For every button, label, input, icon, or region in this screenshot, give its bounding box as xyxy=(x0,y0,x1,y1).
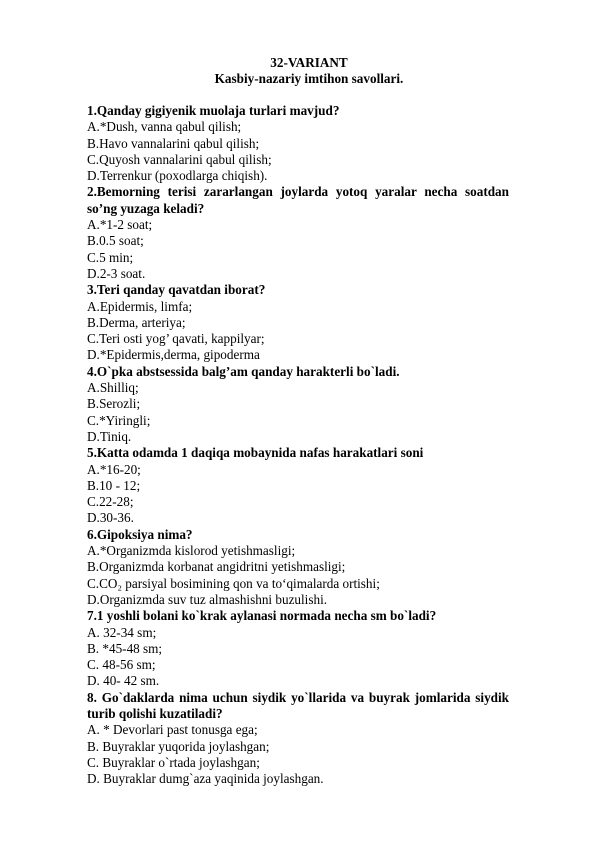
answer-option: B.Serozli; xyxy=(87,396,141,412)
question-text: 1.Qanday gigiyenik muolaja turlari mavjud? xyxy=(87,103,340,118)
answer-option: A.*Dush, vanna qabul qilish; xyxy=(87,119,242,135)
question-block xyxy=(87,608,509,689)
answer-option: A.*1-2 soat; xyxy=(87,217,153,233)
answer-option: B.10 - 12; xyxy=(87,477,141,493)
answer-option: A. * Devorlari past tonusga ega; xyxy=(87,722,258,738)
question-block xyxy=(87,103,509,184)
answer-option: A.*16-20; xyxy=(87,461,141,477)
exam-subtitle: Kasbiy-nazariy imtihon savollari. xyxy=(214,71,404,86)
answer-option: A. 32-34 sm; xyxy=(87,624,157,640)
question-block xyxy=(87,445,509,526)
question-block xyxy=(87,364,509,445)
answer-option: B.0.5 soat; xyxy=(87,233,144,249)
answer-option: D.Organizmda suv tuz almashishni buzulishi. xyxy=(87,591,328,607)
question-block xyxy=(87,690,509,788)
question-text: 5.Katta odamda 1 daqiqa mobaynida nafas harakatlari soni xyxy=(87,445,424,461)
answer-option: D.Tiniq. xyxy=(87,428,132,444)
question-block xyxy=(87,282,509,363)
question-text: 3.Teri qanday qavatdan iborat? xyxy=(87,282,266,298)
document-header xyxy=(109,55,509,87)
variant-title: 32-VARIANT xyxy=(270,55,348,70)
answer-option: C. 48-56 sm; xyxy=(87,657,156,673)
answer-option: C. Buyraklar o`rtada joylashgan; xyxy=(87,754,260,770)
answer-option: C.22-28; xyxy=(87,494,134,510)
answer-option: A.Epidermis, limfa; xyxy=(87,298,193,314)
answer-option: D.Terrenkur (poxodlarga chiqish). xyxy=(87,168,268,184)
question-block xyxy=(87,184,509,282)
answer-option: D.*Epidermis,derma, gipoderma xyxy=(87,347,260,363)
question-text: 8. Go`daklarda nima uchun siydik yo`llarida va buyrak jomlarida siydik turib qolishi kuzatiladi? xyxy=(87,689,509,721)
question-text: 2.Bemorning terisi zararlangan joylarda yotoq yaralar necha soatdan so’ng yuzaga keladi? xyxy=(87,184,509,216)
answer-option: D. 40- 42 sm. xyxy=(87,673,160,689)
answer-option: B. *45-48 sm; xyxy=(87,640,163,656)
question-block xyxy=(87,527,509,608)
answer-option: A.Shilliq; xyxy=(87,380,139,396)
answer-option: D.2-3 soat. xyxy=(87,265,146,281)
question-text: 6.Gipoksiya nima? xyxy=(87,526,193,542)
answer-option: C.5 min; xyxy=(87,249,134,265)
question-text: 7.1 yoshli bolani ko`krak aylanasi normada necha sm bo`ladi? xyxy=(87,608,437,624)
answer-option: B. Buyraklar yuqorida joylashgan; xyxy=(87,738,270,754)
answer-option: D.30-36. xyxy=(87,510,134,526)
answer-option: A.*Organizmda kislorod yetishmasligi; xyxy=(87,543,296,559)
answer-option: C.*Yiringli; xyxy=(87,412,151,428)
answer-option: C.Quyosh vannalarini qabul qilish; xyxy=(87,151,272,167)
answer-option: C.Teri osti yog’ qavati, kappilyar; xyxy=(87,331,265,347)
document-page xyxy=(87,55,509,787)
answer-option: C.CO₂ parsiyal bosimining qon va to‘qimalarda ortishi; xyxy=(87,575,380,591)
answer-option: D. Buyraklar dumg`aza yaqinida joylashgan. xyxy=(87,771,324,787)
question-text: 4.O`pka abstsessida balg’am qanday harakterli bo`ladi. xyxy=(87,363,400,379)
header-spacer xyxy=(87,87,509,103)
answer-option: B.Organizmda korbanat angidritni yetishmasligi; xyxy=(87,559,346,575)
answer-option: B.Havo vannalarini qabul qilish; xyxy=(87,135,260,151)
answer-option: B.Derma, arteriya; xyxy=(87,314,186,330)
